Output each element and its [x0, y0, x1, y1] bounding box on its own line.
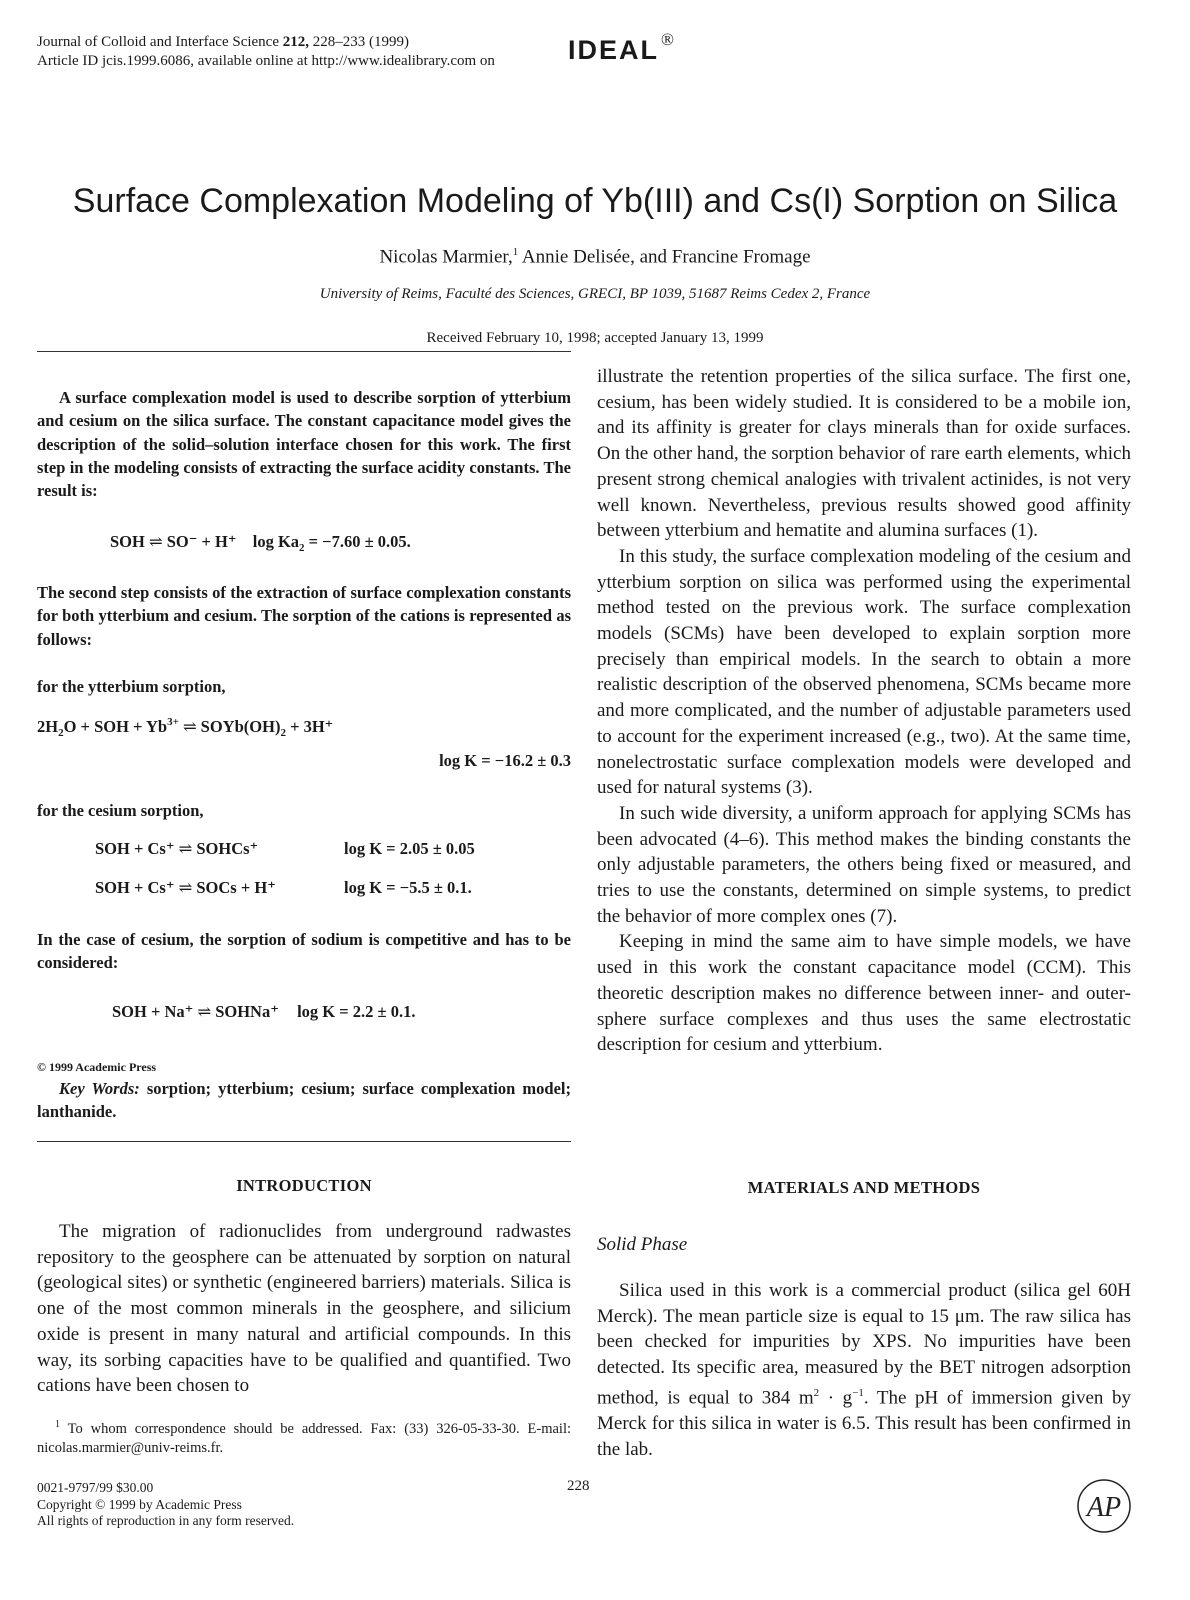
equation-cesium-2: SOH + Cs⁺ ⇌ SOCs + H⁺	[95, 878, 276, 897]
keywords: Key Words: sorption; ytterbium; cesium; surface complexation model; lanthanide.	[37, 1079, 571, 1121]
footer-copyright: 0021-9797/99 $30.00 Copyright © 1999 by Academic Press All rights of reproduction in any form reserved.	[37, 1480, 295, 1528]
paper-title: Surface Complexation Modeling of Yb(III) and Cs(I) Sorption on Silica	[72, 182, 1118, 220]
equation-cesium-2-constant: log K = −5.5 ± 0.1.	[344, 878, 472, 897]
keywords-label: Key Words:	[59, 1079, 140, 1098]
article-id-line: Article ID jcis.1999.6086, available online at http://www.idealibrary.com on	[37, 53, 495, 69]
footnote-marker: 1	[512, 246, 519, 258]
body-paragraph: In such wide diversity, a uniform approach for applying SCMs has been advocated (4–6). This method makes the binding constants the only adjustable parameters, the others being fixed or measured, and tries to use the constants, determined on simple systems, to predict the behavior of more complex ones (7).	[597, 802, 1131, 927]
abstract	[37, 386, 571, 502]
footnote: $^1$ To whom correspondence should be addressed. Fax: (33) 326-05-33-30. E-mail: nicolas.marmier@univ-reims.fr.	[37, 1419, 571, 1456]
equation-ytterbium: $2H_2O$ + SOH + $Yb^{3+}$ ⇌ $SOYb(OH)_2 + 3H^+$	[37, 716, 334, 739]
equation-cesium-1-constant: log K = 2.05 ± 0.05	[344, 839, 475, 858]
abstract-paragraph-3: In the case of cesium, the sorption of sodium is competitive and has to be considered:	[37, 930, 571, 973]
right-column-text	[597, 364, 1131, 1058]
ideal-logo	[568, 30, 674, 65]
equation-cesium-1: SOH + Cs⁺ ⇌ SOHCs⁺	[95, 839, 259, 858]
page-number: 228	[567, 1478, 590, 1494]
equation-sodium: SOH + Na⁺ ⇌ SOHNa⁺ log K = 2.2 ± 0.1.	[112, 1002, 416, 1021]
body-paragraph: In this study, the surface complexation modeling of the cesium and ytterbium sorption on silica was performed using the experimental method tested on the previous work. The surface complexation models (SCMs) have been developed to explain sorption more precisely than empirical models. In the search to obtain a more realistic description of the observed phenomena, SCMs became more and more complicated, and the number of adjustable parameters used to account for the experiment increased (e.g., two). At the same time, nonelectrostatic surface complexation models were developed and used for natural systems (3).	[597, 545, 1131, 799]
equation-ytterbium-constant: log K = −16.2 ± 0.3	[439, 751, 571, 770]
body-paragraph: illustrate the retention properties of the silica surface. The first one, cesium, has been widely studied. It is considered to be a mobile ion, and its affinity is greater for clays minerals than for oxide surfaces. On the other hand, the sorption behavior of rare earth elements, which present strong chemical analogies with trivalent actinides, is not very well known. Nevertheless, previous results showed good affinity between ytterbium and hematite and alumina surfaces (1).	[597, 366, 1131, 542]
equilibrium-arrow-icon: ⇌	[197, 1002, 212, 1021]
ideal-logo-text: IDEAL	[568, 35, 659, 65]
registered-mark: ®	[661, 30, 674, 49]
equilibrium-arrow-icon: ⇌	[178, 878, 193, 897]
academic-press-logo-icon	[1076, 1478, 1132, 1534]
abstract-top-rule	[37, 351, 571, 352]
solid-phase-paragraph: Silica used in this work is a commercial product (silica gel 60H Merck). The mean particle size is equal to 15 μm. The raw silica has been checked for impurities by XPS. No impurities have been detected. Its specific area, measured by the BET nitrogen adsorption method, is equal to 384 $m^2 \cdot g^{-1}$. The pH of immersion given by Merck for this silica in water is 6.5. This result has been confirmed in the lab.	[597, 1280, 1132, 1460]
solid-phase-subheading: Solid Phase	[597, 1234, 688, 1255]
introduction-paragraph: The migration of radionuclides from underground radwastes repository to the geosphere can be attenuated by sorption on natural (geological sites) or synthetic (engineered barriers) materials. Silica is one of the most common minerals in the geosphere, and silicium oxide is present in many natural and artificial compounds. In this way, its sorbing capacities have to be qualified and quantified. Two cations have been chosen to	[37, 1221, 571, 1397]
journal-citation: Journal of Colloid and Interface Science 212, 228–233 (1999)	[37, 34, 409, 50]
abstract-bottom-rule	[37, 1141, 571, 1142]
equation-acidity: SOH ⇌ SO⁻ + H⁺ $\log Ka_2 = -7.60 \pm 0.05$.	[110, 532, 411, 554]
svg-text:AP: AP	[1086, 1492, 1122, 1523]
introduction-heading: INTRODUCTION	[236, 1176, 372, 1195]
equilibrium-arrow-icon: ⇌	[178, 839, 193, 858]
abstract-paragraph-2: The second step consists of the extraction of surface complexation constants for both ytterbium and cesium. The sorption of the cations is represented as follows:	[37, 583, 571, 649]
abstract-copyright: © 1999 Academic Press	[37, 1060, 157, 1074]
equilibrium-arrow-icon: ⇌	[182, 717, 197, 736]
body-paragraph: Keeping in mind the same aim to have simple models, we have used in this work the constant capacitance model (CCM). This theoretic description makes no difference between inner- and outer-sphere surface complexes and thus uses the same electrostatic description for cesium and ytterbium.	[597, 931, 1131, 1056]
journal-header	[37, 33, 495, 71]
cesium-label: for the cesium sorption,	[37, 801, 204, 820]
author-list: Nicolas Marmier,$^1$ Annie Delisée, and Francine Fromage	[379, 246, 811, 268]
received-dates: Received February 10, 1998; accepted January 13, 1999	[426, 330, 764, 346]
abstract-paragraph: A surface complexation model is used to describe sorption of ytterbium and cesium on the silica surface. The constant capacitance model gives the description of the solid–solution interface chosen for this work. The first step in the modeling consists of extracting the surface acidity constants. The result is:	[37, 388, 571, 501]
equilibrium-arrow-icon: ⇌	[148, 532, 163, 551]
ytterbium-label: for the ytterbium sorption,	[37, 677, 226, 696]
affiliation: University of Reims, Faculté des Sciences, GRECI, BP 1039, 51687 Reims Cedex 2, France	[319, 286, 871, 302]
materials-methods-heading: MATERIALS AND METHODS	[747, 1178, 981, 1197]
